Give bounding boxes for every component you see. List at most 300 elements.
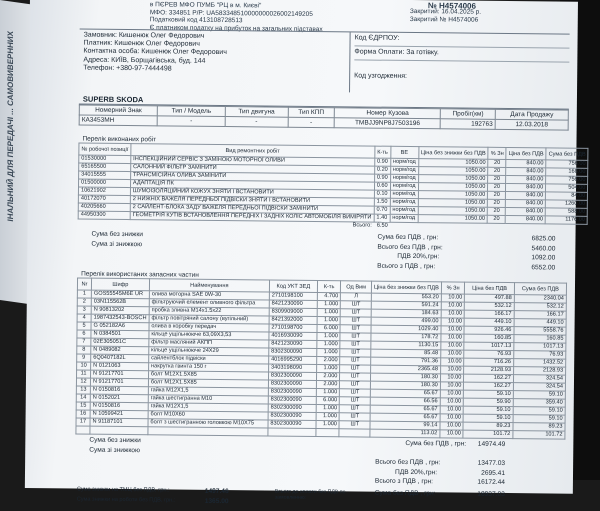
parts-cell: 14 — [76, 394, 90, 402]
works-cell: 504.00 — [546, 184, 588, 192]
parts-cell: 926.46 — [464, 326, 514, 335]
works-cell: 840.00 — [506, 175, 546, 183]
parts-vat-value: 2695.41 — [481, 469, 506, 477]
parts-cell: 101.72 — [513, 431, 565, 440]
works-sum-value: 6825.00 — [531, 235, 556, 243]
car-cell: - — [225, 117, 288, 128]
parts-cell: 7 — [77, 338, 91, 346]
parts-cell: 1.000 — [316, 405, 340, 413]
works-sum-label: Сума без ПДВ , грн: — [377, 233, 439, 242]
parts-cell: фільтр масляний АКПП — [149, 339, 269, 348]
parts-cell: 591.24 — [371, 301, 441, 310]
parts-cell: 8 — [77, 346, 91, 354]
total-all-value: 18937.03 — [477, 490, 505, 498]
payer-line: Платник: Кишенюк Олег Федорович — [83, 39, 200, 48]
parts-cell: 449.10 — [514, 319, 566, 328]
parts-table — [75, 278, 567, 440]
parts-cell: 10.00 — [440, 398, 464, 406]
parts-cell: болт з шестигранною головкою М10Х75 — [148, 419, 268, 428]
works-header: Ціна без ПДВ — [506, 147, 546, 159]
parts-cell: 1130.15 — [371, 341, 441, 350]
parts-cell: 8302300090 — [268, 380, 316, 389]
total-all-label2: Сума без ПДВ , грн: — [374, 489, 436, 497]
parts-cell: 10.00 — [440, 366, 464, 374]
parts-cell: 180.30 — [370, 381, 440, 390]
parts-cell: ШТ — [340, 373, 371, 381]
parts-cell: 8302300090 — [268, 412, 316, 421]
works-no-discount: Сума без знижки — [91, 230, 143, 239]
works-cell: 756.00 — [546, 160, 588, 168]
parts-cell: N 0150816 — [90, 402, 148, 411]
works-cell: 01500000 — [79, 179, 131, 188]
parts-cell: ШТ — [341, 309, 372, 317]
parts-cell: 2128.93 — [513, 367, 565, 376]
parts-cell: 10.00 — [441, 358, 465, 366]
parts-cell: 10 — [77, 362, 91, 370]
parts-cell: 2.000 — [316, 373, 340, 381]
parts-cell: 17 — [76, 418, 90, 426]
parts-cell: 59.10 — [513, 391, 565, 400]
parts-sum-label: Сума без ПДВ , грн: — [405, 439, 467, 448]
works-cell: 20 — [488, 199, 506, 207]
car-header: Тип КПП — [288, 107, 335, 117]
works-cell: 1050.00 — [418, 183, 488, 192]
parts-cell: 4 — [77, 314, 91, 322]
works-cell: 0.70 — [374, 206, 390, 214]
parts-cell: 1.000 — [316, 365, 340, 373]
client-line: Замовник: Кишенюк Олег Федорович — [83, 31, 205, 40]
parts-cell: 4016995290 — [269, 356, 317, 365]
invoice-document — [25, 0, 586, 505]
works-header: % Зн — [488, 147, 506, 159]
parts-cell: ШТ — [340, 325, 371, 333]
parts-cell: 532.12 — [514, 303, 566, 312]
parts-cell: ШТ — [340, 341, 371, 349]
parts-cell: 8302300090 — [268, 372, 316, 381]
parts-cell: 5 — [77, 322, 91, 330]
parts-cell: 162.27 — [464, 374, 514, 383]
works-cell: 20 — [488, 207, 506, 215]
works-cell: 168.00 — [546, 168, 588, 176]
parts-cell: ШТ — [339, 413, 370, 421]
parts-cell: ШТ — [340, 365, 371, 373]
parts-cell: кільце ущільнююче 63,09Х3,53 — [149, 331, 269, 340]
parts-total-no-vat-label: Всього без ПДВ , грн: — [375, 458, 441, 467]
parts-cell: N 10599421 — [90, 410, 148, 419]
works-cell: 1.40 — [374, 214, 390, 222]
parts-cell: 8421230090 — [269, 300, 317, 309]
works-with-discount: Сума зі знижкою — [91, 240, 143, 248]
works-body — [78, 155, 588, 224]
works-cell: 840.00 — [506, 207, 546, 215]
parts-cell: 02E305051C — [91, 338, 149, 347]
discount-parts-value: 1497.46 — [204, 487, 229, 495]
parts-cell: 65.67 — [370, 413, 440, 422]
works-cell: 10621902 — [78, 187, 130, 196]
car-title: SUPERB SKODA — [79, 95, 569, 110]
discount-parts-label: Сума знижки на ТМЦ без ПДВ, грн.: — [76, 486, 170, 493]
works-header: Вид ремонтних робіт — [131, 144, 375, 159]
parts-with-discount: Сума зі знижкою — [89, 446, 140, 454]
parts-cell: 1 — [77, 290, 91, 298]
works-cell: 840.00 — [506, 199, 546, 207]
parts-cell: ШТ — [340, 317, 371, 325]
parts-cell: 8302300090 — [268, 388, 316, 397]
parts-cell: 10.00 — [440, 382, 464, 390]
parts-cell: N 0489082 — [91, 346, 149, 355]
parts-cell: 8302300090 — [268, 396, 316, 405]
parts-cell: Л — [341, 293, 372, 301]
total-all-label: Всього до оплати без ПДВ по замовленню: — [274, 488, 346, 501]
works-cell: 34015555 — [79, 171, 131, 180]
works-header: К-ть — [375, 146, 391, 158]
parts-header: Ціна без ПДВ — [465, 282, 515, 295]
parts-cell: ШТ — [341, 301, 372, 309]
parts-cell: сайлентблок підвіски — [149, 355, 269, 364]
works-cell: 20 — [488, 167, 506, 175]
parts-cell: 59.10 — [464, 390, 514, 399]
works-cell: 2 САЙЛЕНТ-БЛОКА ЗАДУ ВАЖЕЛЯ ПЕРЕДНЬОЇ ПІДВІСКИ ЗАМІНИТИ — [130, 204, 374, 215]
parts-cell: 553.20 — [371, 293, 441, 302]
parts-cell: 10.00 — [440, 406, 464, 414]
works-vat-value: 1092.00 — [531, 254, 556, 262]
discount-work-value: 1365.00 — [204, 497, 229, 505]
works-total-qty: 6.50 — [376, 222, 388, 229]
parts-cell: болт М10Х60 — [148, 411, 268, 420]
parts-cell: 59.10 — [513, 407, 565, 416]
parts-cell: 8309909000 — [269, 308, 317, 317]
works-cell: норм/год — [390, 198, 418, 206]
parts-cell: 6Q0407182L — [91, 354, 149, 363]
parts-total-vat-value: 16172.44 — [477, 478, 505, 486]
works-cell: ТРАНСМІСІЙНА ОЛИВА ЗАМІНИТИ — [130, 172, 374, 183]
works-cell: 1.50 — [374, 198, 390, 206]
parts-cell: GOS55545M6E UR — [91, 290, 149, 299]
parts-cell: 2.000 — [317, 357, 341, 365]
address-line: Адреса: КИЇВ, Борщагівська, буд. 144 — [83, 56, 206, 65]
car-header: Пробіг(км) — [441, 109, 496, 120]
parts-vat-label: ПДВ 20%,грн: — [395, 468, 438, 476]
parts-cell: ШТ — [340, 357, 371, 365]
parts-cell: 359.40 — [513, 399, 565, 408]
parts-cell: 184.63 — [371, 309, 441, 318]
works-cell: 840.00 — [506, 183, 546, 191]
parts-cell: N 90813202 — [91, 306, 149, 315]
parts-cell: 1432.52 — [513, 359, 565, 368]
works-cell: 40205660 — [78, 203, 130, 212]
works-cell: 840.00 — [506, 159, 546, 167]
works-cell: 1176.00 — [545, 216, 587, 224]
car-header: Номер Кузова — [334, 108, 440, 119]
parts-total-vat-label: Всього з ПДВ , грн: — [374, 477, 434, 486]
works-cell: 20 — [488, 183, 506, 191]
parts-cell: 2710198100 — [269, 292, 317, 301]
parts-cell: 65.67 — [370, 389, 440, 398]
parts-cell: ШТ — [340, 405, 371, 413]
closed-date: Закритий: 16.04.2025 р. — [409, 7, 482, 16]
parts-header: Сума без ПДВ — [514, 283, 566, 296]
parts-body — [76, 290, 566, 439]
works-cell: 840.00 — [505, 215, 545, 223]
parts-cell: 1.000 — [317, 301, 341, 309]
parts-cell: N 91217701 — [90, 378, 148, 387]
works-cell: 44950300 — [78, 211, 130, 220]
parts-cell: гайка М12Х1,5 — [148, 403, 268, 412]
parts-cell: 59.10 — [513, 415, 565, 424]
parts-header: Найменування — [149, 279, 269, 292]
document-number: № Н4574006 — [427, 1, 477, 11]
works-cell: 840.00 — [506, 191, 546, 199]
car-header: Номерний Знак — [79, 105, 157, 116]
works-cell: 84.00 — [546, 192, 588, 200]
parts-header: Код УКТ ЗЕД — [269, 280, 317, 293]
parts-cell: 324.54 — [513, 383, 565, 392]
parts-cell: 03N115562B — [91, 298, 149, 307]
parts-cell: 1.000 — [316, 389, 340, 397]
car-cell: - — [288, 117, 335, 127]
car-cell: TMBJJ9NP8J7503196 — [334, 118, 440, 129]
parts-cell: 166.17 — [514, 311, 566, 320]
parts-cell: 10.00 — [441, 318, 465, 326]
parts-cell: 160.85 — [464, 334, 514, 343]
parts-cell: 89.23 — [463, 422, 513, 431]
car-cell: КА3453МН — [79, 115, 157, 126]
parts-cell: 497.88 — [465, 294, 515, 303]
works-cell: 0.60 — [374, 182, 390, 190]
works-cell: ШУМОІЗОЛЯЦІЙНИЙ КОЖУХ ЗНЯТИ І ВСТАНОВИТИ — [130, 188, 374, 199]
parts-cell — [268, 428, 316, 437]
parts-cell: 1017.13 — [464, 342, 514, 351]
parts-cell: G 052182A6 — [91, 322, 149, 331]
works-cell: 588.00 — [545, 208, 587, 216]
works-cell: 20 — [488, 159, 506, 167]
payment-form: Форма Оплати: За готівку. — [354, 46, 569, 62]
parts-cell: 180.30 — [371, 373, 441, 382]
parts-cell: 11 — [77, 370, 91, 378]
parts-cell: болт М12Х1.5Х85 — [148, 379, 268, 388]
works-header: № робочої позиції — [79, 143, 131, 156]
parts-cell: фільтр повітряний салону (вугільний) — [149, 315, 269, 324]
parts-cell: ШТ — [340, 389, 371, 397]
works-cell: АДАПТАЦІЯ ПК — [130, 180, 374, 191]
parts-cell: 162.27 — [464, 382, 514, 391]
parts-cell: N 91187101 — [90, 418, 148, 427]
parts-cell: 6.000 — [317, 325, 341, 333]
background-sheet-text: ІНАЛЬНИЙ ДЛЯ ПЕРЕДАЧІ ... САМОВИВЕРННИХ — [6, 30, 15, 223]
parts-header: Шифр — [91, 278, 149, 291]
parts-cell: 2710198700 — [269, 324, 317, 333]
parts-cell: N 0152021 — [90, 394, 148, 403]
parts-cell: 1.000 — [316, 413, 340, 421]
works-cell: 65165500 — [79, 163, 131, 172]
parts-cell: 8302300090 — [268, 420, 316, 429]
works-totals — [77, 231, 567, 274]
works-header: Ціна без знижки без ПДВ — [418, 147, 488, 160]
parts-cell: N 0384501 — [91, 330, 149, 339]
car-cell: 12.03.2018 — [495, 119, 568, 130]
works-cell: норм/год — [390, 190, 418, 198]
works-cell: ГЕОМЕТРІЯ КУТІВ ВСТАНОВЛЕННЯ ПЕРЕДНІХ І ЗАДНІХ КОЛІС АВТОМОБІЛЯ ВИМІРЯТИ — [130, 212, 374, 223]
parts-cell: ШТ — [339, 421, 370, 429]
parts-cell: 10.00 — [441, 326, 465, 334]
works-total-label: Всього: — [352, 222, 372, 229]
works-cell: 01530000 — [79, 155, 131, 164]
parts-cell: 4016930090 — [269, 332, 317, 341]
parts-cell: 2128.93 — [464, 366, 514, 375]
parts-cell: 160.85 — [514, 335, 566, 344]
parts-cell: 76.93 — [514, 351, 566, 360]
parts-total-no-vat-value: 13477.03 — [477, 459, 506, 468]
parts-header: % Зн — [441, 282, 465, 294]
parts-sum-value: 14974.49 — [477, 440, 506, 449]
parts-cell — [76, 426, 90, 434]
works-cell: 20 — [487, 215, 505, 223]
works-cell: 1050.00 — [418, 191, 488, 200]
parts-cell: олива в коробку передач — [149, 323, 269, 332]
parts-cell: 113.02 — [370, 429, 440, 438]
works-cell: 1050.00 — [418, 159, 488, 168]
parts-cell: 2340.04 — [514, 295, 566, 304]
parts-cell: 65.67 — [370, 405, 440, 414]
parts-cell: 13 — [76, 386, 90, 394]
closed-number: Закритий № Н4574006 — [409, 15, 479, 24]
parts-cell: 59.10 — [464, 406, 514, 415]
works-cell: норм/год — [390, 174, 418, 182]
parts-cell: 15 — [76, 402, 90, 410]
parts-cell: накрутка гвинта 150 г — [148, 363, 268, 372]
parts-cell: 6.000 — [316, 397, 340, 405]
works-cell: 1050.00 — [418, 199, 488, 208]
parts-cell: ШТ — [340, 333, 371, 341]
tax-note-line: Є платником податку на прибуток на загальних підставах — [149, 23, 323, 33]
parts-cell: 791.36 — [371, 357, 441, 366]
parts-cell: ШТ — [340, 397, 371, 405]
works-total-no-vat-label: Всього без ПДВ , грн: — [377, 243, 443, 251]
parts-cell: N 0150816 — [90, 386, 148, 395]
parts-cell: 8302300090 — [268, 404, 316, 413]
parts-cell: олива моторна SAE 0W-30 — [149, 291, 269, 300]
parts-cell: гайка М12Х1,5 — [148, 387, 268, 396]
parts-header: Од Вим — [341, 281, 372, 293]
parts-header: К-ть — [317, 281, 341, 293]
car-cell: 192763 — [441, 119, 496, 130]
parts-cell: 59.90 — [464, 398, 514, 407]
parts-cell: 1.000 — [317, 309, 341, 317]
parts-cell: 10.00 — [441, 342, 465, 350]
agreement-code: Код узгодження: — [354, 72, 408, 80]
parts-cell: болт М12Х1.5Х85 — [148, 371, 268, 380]
parts-cell: N 0121063 — [91, 362, 149, 371]
works-cell: 40172070 — [78, 195, 130, 204]
parts-cell: N 91217701 — [91, 370, 149, 379]
parts-cell: 10.00 — [440, 374, 464, 382]
parts-cell: 3403198090 — [268, 364, 316, 373]
parts-cell: 3 — [77, 306, 91, 314]
car-cell: - — [157, 116, 225, 127]
works-cell: норм/год — [390, 182, 418, 190]
phone-line: Телефон: +380-97-7444498 — [83, 64, 172, 73]
works-table — [78, 143, 589, 232]
parts-cell: 1987432543-BOSCH — [91, 314, 149, 323]
works-cell: 1050.00 — [418, 175, 488, 184]
contact-line: Контактна особа: Кишенюк Олег Федорович — [83, 47, 227, 57]
works-cell: норм/год — [390, 206, 418, 214]
works-cell: 0.10 — [374, 190, 390, 198]
works-vat-label: ПДВ 20%,грн: — [397, 252, 440, 261]
parts-cell: 1.000 — [317, 317, 341, 325]
parts-cell: 10.00 — [440, 422, 464, 430]
parts-cell: 1029.40 — [371, 325, 441, 334]
works-cell: 840.00 — [506, 167, 546, 175]
parts-cell: 166.17 — [465, 310, 515, 319]
parts-cell: 66.56 — [370, 397, 440, 406]
works-cell: САЛОННИЙ ФІЛЬТР ЗАМІНИТИ — [131, 164, 375, 175]
works-cell: 1260.00 — [546, 200, 588, 208]
parts-cell: 101.72 — [463, 430, 513, 439]
parts-cell: 716.26 — [464, 358, 514, 367]
parts-cell: 324.54 — [513, 375, 565, 384]
works-header: ВЕ — [390, 146, 418, 158]
works-cell: норм/год — [390, 158, 418, 166]
works-cell: 756.00 — [546, 176, 588, 184]
car-header: Тип / Модель — [158, 106, 226, 117]
works-cell: 0.20 — [374, 166, 390, 174]
parts-cell: 1.000 — [317, 349, 341, 357]
works-cell: ІНСПЕКЦІЙНИЙ СЕРВІС З ЗАМІНОЮ МОТОРНОЇ ОЛИВИ — [131, 156, 375, 167]
tax-code-line: Податковий код 413108728513 — [149, 16, 243, 25]
parts-header: Nr — [77, 278, 91, 290]
parts-cell: фільтруючий елемент оливного фільтра — [149, 299, 269, 308]
parts-cell: 8421230090 — [269, 340, 317, 349]
parts-cell: 10.00 — [441, 294, 465, 302]
car-header: Тип двигуна — [225, 107, 288, 118]
parts-cell — [316, 429, 340, 437]
parts-cell: 1.000 — [316, 421, 340, 429]
parts-cell — [148, 427, 268, 436]
works-cell: 20 — [488, 175, 506, 183]
parts-cell: кільце ущільнююче 24Х29 — [149, 347, 269, 356]
bank-line: в ПЄРЕВ МФО ПУМБ "РЦ в м. Києві" — [149, 1, 262, 10]
parts-cell: 1.000 — [317, 333, 341, 341]
parts-cell: 2 — [77, 298, 91, 306]
works-cell: норм/год — [390, 166, 418, 174]
mfo-line: МФО: 334851 Р/Р: UA583348510000000026002149205 — [149, 8, 313, 18]
works-title: Перелік виконаних робіт — [82, 135, 157, 144]
parts-cell: 10.00 — [441, 310, 465, 318]
works-header: Сума без ПДВ — [546, 148, 588, 160]
parts-cell: 5558.76 — [514, 327, 566, 336]
parts-cell: 499.00 — [371, 317, 441, 326]
parts-cell: 8421392000 — [269, 316, 317, 325]
works-cell: 0.90 — [374, 158, 390, 166]
parts-header: Ціна без знижки без ПДВ — [371, 281, 441, 294]
parts-cell: 6 — [77, 330, 91, 338]
parts-cell: 10.00 — [440, 414, 464, 422]
parts-cell: 8302300090 — [269, 348, 317, 357]
parts-cell: 178.72 — [371, 333, 441, 342]
parts-cell: гайка шестигранна М10 — [148, 395, 268, 404]
parts-cell: 99.14 — [370, 421, 440, 430]
parts-cell: 12 — [76, 378, 90, 386]
parts-cell: 4.700 — [317, 293, 341, 301]
works-total-vat-label: Всього з ПДВ , грн: — [377, 262, 436, 270]
parts-cell: 532.12 — [465, 302, 515, 311]
works-cell: 1050.00 — [418, 167, 488, 176]
parts-cell: 76.93 — [464, 350, 514, 359]
car-header: Дата Продажу — [495, 109, 568, 120]
parts-no-discount: Сума без знижки — [89, 436, 141, 445]
parts-cell: ШТ — [340, 349, 371, 357]
